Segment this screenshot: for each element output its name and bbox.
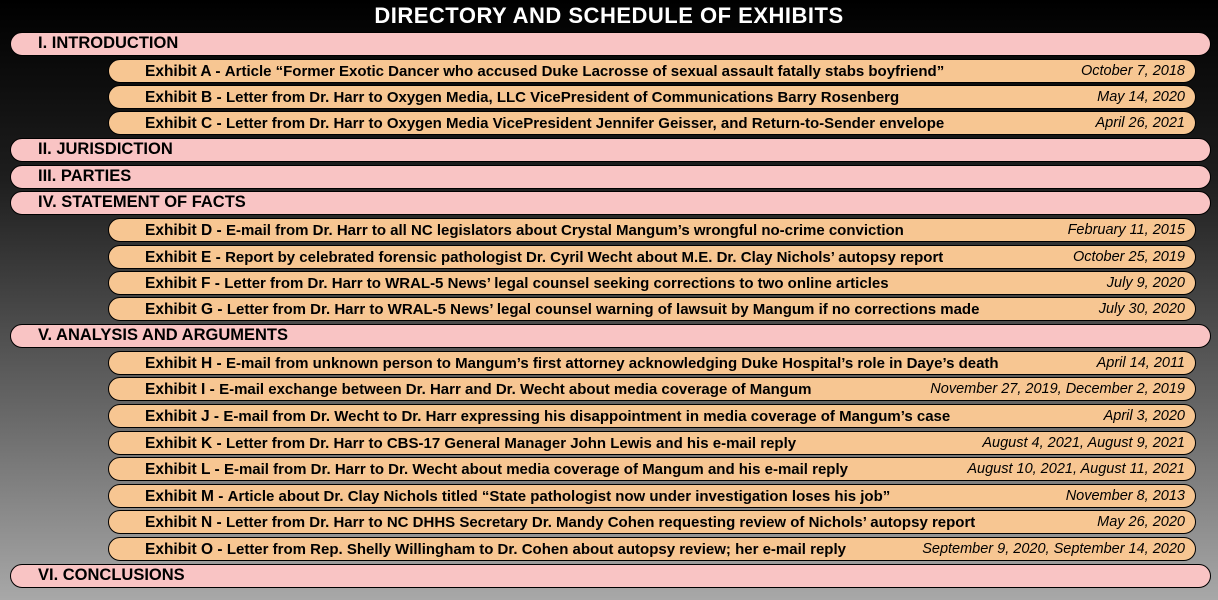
exhibit-a-row <box>108 59 1196 83</box>
exhibit-description: Letter from Dr. Harr to NC DHHS Secretary Dr. Mandy Cohen requesting review of Nichols’ autopsy report <box>225 513 976 531</box>
exhibit-label: Exhibit G - <box>145 300 227 318</box>
section-introduction: I. INTRODUCTION <box>10 32 1211 56</box>
exhibit-b-row <box>108 85 1196 109</box>
exhibit-label: Exhibit N - <box>145 513 226 531</box>
exhibit-description: Letter from Dr. Harr to WRAL-5 News’ legal counsel seeking corrections to two online articles <box>224 274 889 292</box>
exhibit-label: Exhibit L - <box>145 460 224 478</box>
exhibit-e-row <box>108 245 1196 269</box>
exhibit-i-row <box>108 377 1196 401</box>
exhibit-label: Exhibit E - <box>145 248 226 266</box>
exhibit-description: Article “Former Exotic Dancer who accused Duke Lacrosse of sexual assault fatally stabs boyfriend” <box>224 62 945 80</box>
section-conclusions: VI. CONCLUSIONS <box>10 564 1211 588</box>
exhibit-description: Letter from Rep. Shelly Willingham to Dr. Cohen about autopsy review; her e-mail reply <box>226 540 846 558</box>
exhibit-date: November 27, 2019, December 2, 2019 <box>930 380 1185 397</box>
exhibit-date: July 9, 2020 <box>1106 274 1185 291</box>
exhibit-description: Report by celebrated forensic pathologist Dr. Cyril Wecht about M.E. Dr. Clay Nichols’ autopsy report <box>225 248 944 266</box>
exhibit-description: E-mail from Dr. Wecht to Dr. Harr expressing his disappointment in media coverage of Mangum’s case <box>223 407 951 425</box>
exhibit-date: August 10, 2021, August 11, 2021 <box>967 460 1185 477</box>
exhibit-description: E-mail exchange between Dr. Harr and Dr. Wecht about media coverage of Mangum <box>219 380 812 398</box>
exhibit-label: Exhibit A - <box>145 62 225 80</box>
exhibit-description: Letter from Dr. Harr to WRAL-5 News’ legal counsel warning of lawsuit by Mangum if no corrections made <box>226 300 980 318</box>
exhibit-description: Article about Dr. Clay Nichols titled “State pathologist now under investigation loses his job” <box>227 487 891 505</box>
exhibit-description: E-mail from unknown person to Mangum’s first attorney acknowledging Duke Hospital’s role in Daye’s death <box>225 354 999 372</box>
exhibit-description: E-mail from Dr. Harr to all NC legislators about Crystal Mangum’s wrongful no-crime conviction <box>225 221 904 239</box>
exhibit-f-row <box>108 271 1196 295</box>
exhibit-date: November 8, 2013 <box>1065 487 1185 504</box>
exhibit-label: Exhibit O - <box>145 540 227 558</box>
exhibit-h-row <box>108 351 1196 375</box>
exhibit-label: Exhibit M - <box>145 487 228 505</box>
exhibit-label: Exhibit H - <box>145 354 226 372</box>
exhibit-date: October 7, 2018 <box>1081 62 1185 79</box>
exhibit-date: August 4, 2021, August 9, 2021 <box>982 434 1185 451</box>
exhibit-label: Exhibit F - <box>145 274 225 292</box>
exhibit-description: Letter from Dr. Harr to CBS-17 General Manager John Lewis and his e-mail reply <box>225 434 797 452</box>
exhibit-description: Letter from Dr. Harr to Oxygen Media, LLC VicePresident of Communications Barry Rosenberg <box>225 88 900 106</box>
exhibit-date: September 9, 2020, September 14, 2020 <box>922 540 1185 557</box>
exhibit-label: Exhibit B - <box>145 88 226 106</box>
exhibit-label: Exhibit J - <box>145 407 224 425</box>
exhibit-date: October 25, 2019 <box>1072 248 1185 265</box>
exhibit-c-row <box>108 111 1196 135</box>
section-jurisdiction: II. JURISDICTION <box>10 138 1211 162</box>
exhibit-label: Exhibit I - <box>145 380 220 398</box>
exhibit-label: Exhibit K - <box>145 434 226 452</box>
section-statement-of-facts: IV. STATEMENT OF FACTS <box>10 191 1211 215</box>
exhibit-date: May 26, 2020 <box>1097 513 1185 530</box>
exhibit-label: Exhibit D - <box>145 221 226 239</box>
exhibit-date: April 26, 2021 <box>1095 114 1185 131</box>
exhibit-date: February 11, 2015 <box>1067 221 1185 238</box>
exhibit-description: Letter from Dr. Harr to Oxygen Media VicePresident Jennifer Geisser, and Return-to-Sender envelope <box>225 114 945 132</box>
exhibit-l-row <box>108 457 1196 481</box>
exhibit-g-row <box>108 297 1196 321</box>
exhibit-description: E-mail from Dr. Harr to Dr. Wecht about media coverage of Mangum and his e-mail reply <box>223 460 848 478</box>
exhibit-date: May 14, 2020 <box>1097 88 1185 105</box>
exhibit-date: July 30, 2020 <box>1098 300 1185 317</box>
exhibit-n-row <box>108 510 1196 534</box>
exhibit-j-row <box>108 404 1196 428</box>
page-title: DIRECTORY AND SCHEDULE OF EXHIBITS <box>374 3 844 28</box>
exhibit-o-row <box>108 537 1196 561</box>
exhibit-m-row <box>108 484 1196 508</box>
section-parties: III. PARTIES <box>10 165 1211 189</box>
exhibit-date: April 3, 2020 <box>1103 407 1185 424</box>
section-analysis-and-arguments: V. ANALYSIS AND ARGUMENTS <box>10 324 1211 348</box>
exhibit-date: April 14, 2011 <box>1096 354 1185 371</box>
exhibit-k-row <box>108 431 1196 455</box>
exhibit-d-row <box>108 218 1196 242</box>
exhibit-label: Exhibit C - <box>145 114 226 132</box>
